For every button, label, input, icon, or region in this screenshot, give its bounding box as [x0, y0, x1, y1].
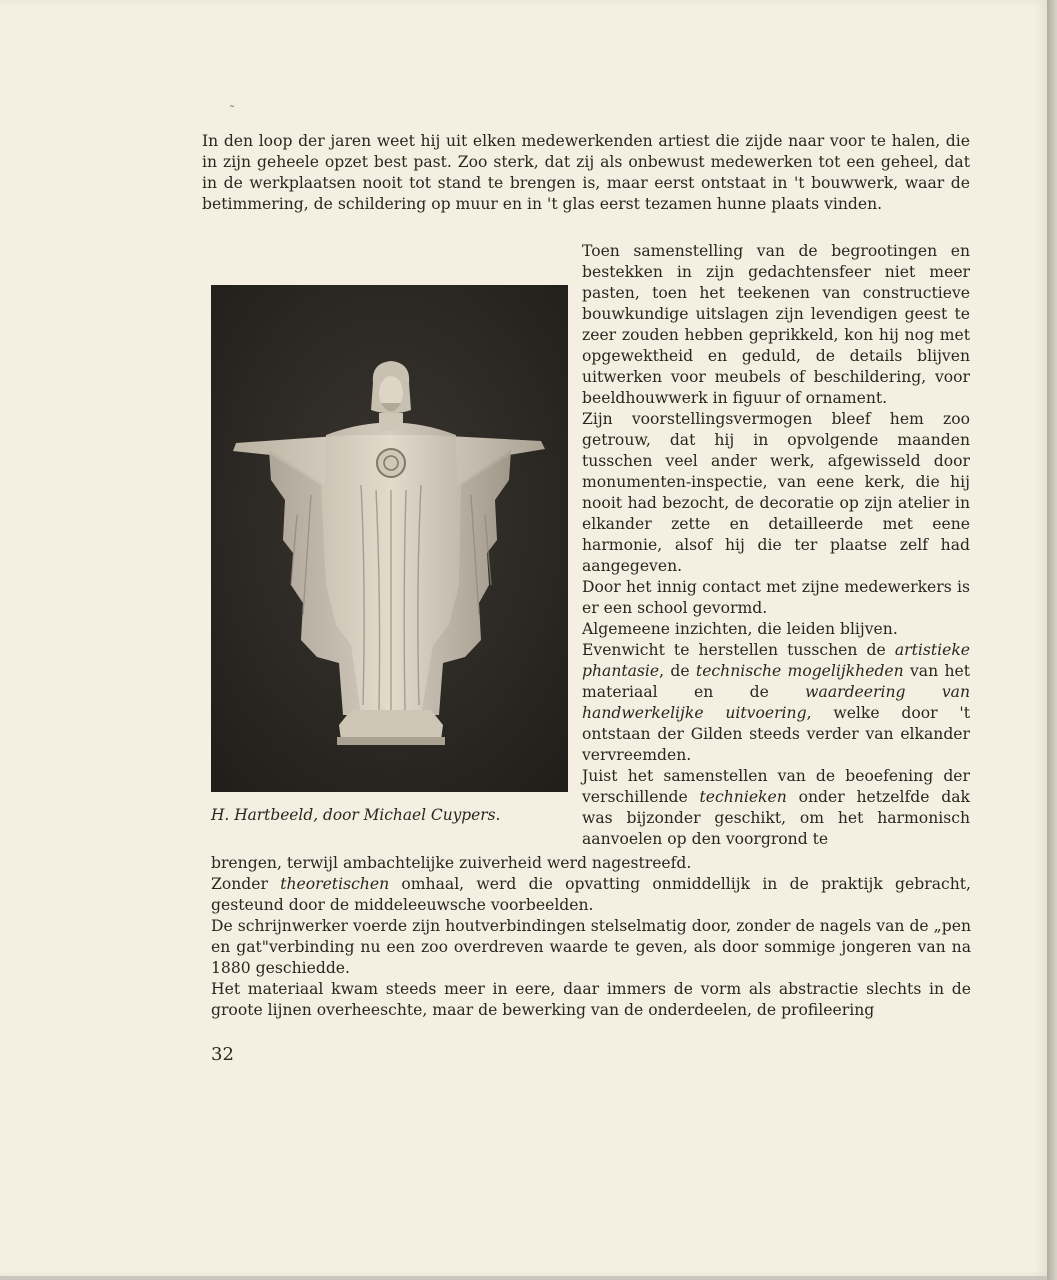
italic-run: theoretischen: [280, 875, 390, 893]
italic-run: technische mogelijkheden: [695, 662, 904, 680]
italic-run: artistieke phantasie: [582, 641, 970, 680]
text-run: , welke door 't ontstaan der Gilden steeds verder van elkander vervreemden.: [582, 704, 970, 764]
paragraph: Door het innig contact met zijne medewerkers is er een school gevormd.: [582, 578, 970, 617]
page-number: 32: [211, 1044, 234, 1065]
italic-run: technieken: [699, 788, 787, 806]
paragraph: In den loop der jaren weet hij uit elken medewerkenden artiest die zijde naar voor te halen, die in zijn geheele opzet best past. Zoo sterk, dat zij als onbewust medewerken tot een geheel, dat in de werkplaatsen nooit tot stand te brengen is, maar eerst ontstaat in 't bouwwerk, waar de betimmering, de schildering op muur en in 't glas eerst tezamen hunne plaats vinden.: [202, 132, 970, 213]
paragraph-zonder: [211, 874, 971, 916]
paragraph: brengen, terwijl ambachtelijke zuiverheid werd nagestreefd.: [211, 854, 692, 872]
paragraph: Zijn voorstellingsvermogen bleef hem zoo getrouw, dat hij in opvolgende maanden tusschen veel ander werk, afgewisseld door monumenten-inspectie, van eene kerk, die hij nooit had bezocht, de decoratie op zijn atelier in elkander zette en detailleerde met eene harmonie, alsof hij die ter plaatse zelf had aangegeven.: [582, 410, 970, 575]
ink-mark: ˜: [229, 104, 235, 118]
photo-caption: H. Hartbeeld, door Michael Cuypers.: [211, 806, 501, 824]
statue-photograph: [211, 285, 568, 792]
intro-text: [202, 131, 970, 215]
text-run: Juist het samenstellen van de beoefening der verschillende: [582, 767, 970, 806]
paragraph: Toen samenstelling van de begrootingen en bestekken in zijn gedachtensfeer niet meer pasten, toen het teekenen van constructieve bouwkundige uitslagen zijn levendigen geest te zeer zouden hebben geprikkeld, kon hij nog met opgewektheid en geduld, de details blijven uitwerken voor meubels of beschildering, voor beeldhouwwerk in figuur of ornament.: [582, 242, 970, 407]
closing-text: [211, 853, 971, 1021]
text-run: omhaal, werd die opvatting onmiddellijk in de praktijk gebracht, gesteund door de middeleeuwsche voorbeelden.: [211, 875, 972, 914]
sacred-heart-statue-image: [211, 285, 568, 792]
text-run: onder hetzelfde dak was bijzonder geschikt, om het harmonisch aanvoelen op den voorgrond te: [582, 788, 970, 848]
italic-run: waardeering van handwerkelijke uitvoering: [582, 683, 970, 722]
text-run: van het materiaal en de: [582, 662, 970, 701]
text-run: Evenwicht te herstellen tusschen de: [582, 641, 895, 659]
paragraph: Algemeene inzichten, die leiden blijven.: [582, 620, 898, 638]
page-edge: [1047, 0, 1057, 1280]
paragraph: De schrijnwerker voerde zijn houtverbindingen stelselmatig door, zonder de nagels van de „pen en gat"verbinding nu een zoo overdreven waarde te geven, als door sommige jongeren van na 1880 geschiedde.: [211, 917, 971, 977]
text-run: Zonder: [211, 875, 281, 893]
text-run: , de: [659, 662, 696, 680]
paragraph: Het materiaal kwam steeds meer in eere, daar immers de vorm als abstractie slechts in de groote lijnen overheeschte, maar de bewerking van de onderdeelen, de profileering: [211, 980, 971, 1019]
